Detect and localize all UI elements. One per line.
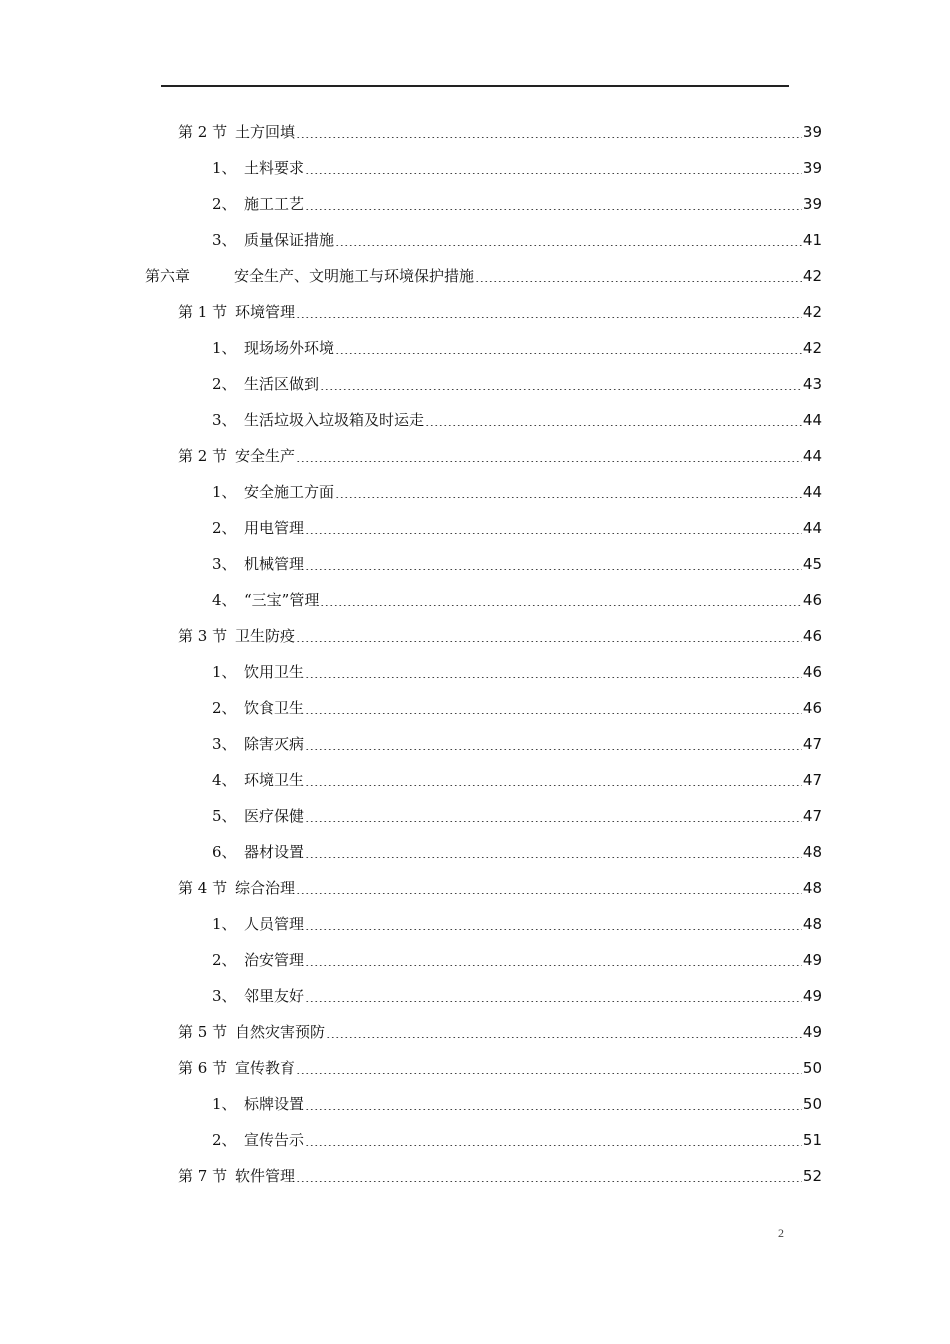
toc-entry-page: 42 xyxy=(802,303,822,321)
toc-entry-page: 46 xyxy=(802,663,822,681)
toc-entry[interactable] xyxy=(212,402,822,438)
toc-entry[interactable] xyxy=(212,654,822,690)
toc-entry[interactable] xyxy=(178,114,822,150)
toc-dot-leader xyxy=(475,270,802,282)
toc-entry-number: 3、 xyxy=(212,411,237,429)
toc-entry-title: 宣传告示 xyxy=(244,1131,305,1149)
toc-entry-page: 49 xyxy=(802,951,822,969)
toc-entry[interactable] xyxy=(212,150,822,186)
toc-entry[interactable] xyxy=(212,546,822,582)
toc-entry-number: 2、 xyxy=(212,519,237,537)
toc-entry[interactable] xyxy=(212,1122,822,1158)
toc-entry-page: 52 xyxy=(802,1167,822,1185)
toc-entry-page: 39 xyxy=(802,159,822,177)
toc-entry-title: 治安管理 xyxy=(244,951,305,969)
toc-dot-leader xyxy=(425,414,802,426)
toc-dot-leader xyxy=(305,810,802,822)
toc-entry-title: 安全生产 xyxy=(235,447,296,465)
toc-entry-page: 48 xyxy=(802,879,822,897)
toc-entry[interactable] xyxy=(212,834,822,870)
toc-dot-leader xyxy=(305,990,802,1002)
toc-entry[interactable] xyxy=(212,474,822,510)
toc-entry-number: 2、 xyxy=(212,699,237,717)
toc-dot-leader xyxy=(296,1170,802,1182)
toc-entry-number: 3、 xyxy=(212,735,237,753)
toc-entry[interactable] xyxy=(212,330,822,366)
toc-entry-page: 48 xyxy=(802,843,822,861)
toc-entry-page: 46 xyxy=(802,699,822,717)
toc-dot-leader xyxy=(335,234,802,246)
toc-entry[interactable] xyxy=(212,186,822,222)
toc-entry-title: 施工工艺 xyxy=(244,195,305,213)
toc-entry-title: 饮食卫生 xyxy=(244,699,305,717)
toc-entry-number: 第 4 节 xyxy=(178,879,228,897)
toc-dot-leader xyxy=(305,702,802,714)
toc-entry-title: 除害灭病 xyxy=(244,735,305,753)
toc-entry-page: 46 xyxy=(802,627,822,645)
toc-entry-number: 3、 xyxy=(212,987,237,1005)
toc-dot-leader xyxy=(335,342,802,354)
toc-entry-number: 4、 xyxy=(212,591,237,609)
toc-entry-page: 49 xyxy=(802,1023,822,1041)
toc-entry-number: 2、 xyxy=(212,375,237,393)
toc-entry-title: 生活垃圾入垃圾箱及时运走 xyxy=(244,411,425,429)
toc-entry-number: 第 1 节 xyxy=(178,303,228,321)
toc-entry-page: 50 xyxy=(802,1059,822,1077)
toc-dot-leader xyxy=(305,162,802,174)
toc-entry-title: 环境管理 xyxy=(235,303,296,321)
toc-entry-page: 44 xyxy=(802,483,822,501)
toc-dot-leader xyxy=(296,1062,802,1074)
toc-entry-number: 1、 xyxy=(212,663,237,681)
toc-entry[interactable] xyxy=(212,762,822,798)
toc-dot-leader xyxy=(296,882,802,894)
toc-entry-number: 3、 xyxy=(212,231,237,249)
toc-entry[interactable] xyxy=(178,618,822,654)
toc-entry-title: “三宝”管理 xyxy=(244,591,320,609)
toc-entry[interactable] xyxy=(212,726,822,762)
toc-entry-number: 1、 xyxy=(212,1095,237,1113)
toc-entry-title: 邻里友好 xyxy=(244,987,305,1005)
toc-dot-leader xyxy=(335,486,802,498)
toc-dot-leader xyxy=(305,1098,802,1110)
toc-dot-leader xyxy=(305,1134,802,1146)
toc-entry-title: 饮用卫生 xyxy=(244,663,305,681)
toc-entry-page: 47 xyxy=(802,771,822,789)
toc-entry-number: 1、 xyxy=(212,339,237,357)
toc-entry-page: 46 xyxy=(802,591,822,609)
toc-entry-title: 自然灾害预防 xyxy=(235,1023,326,1041)
toc-entry[interactable] xyxy=(178,1014,822,1050)
toc-entry-title: 现场场外环境 xyxy=(244,339,335,357)
toc-dot-leader xyxy=(296,306,802,318)
toc-entry-number: 4、 xyxy=(212,771,237,789)
toc-entry-title: 标牌设置 xyxy=(244,1095,305,1113)
toc-entry-title: 机械管理 xyxy=(244,555,305,573)
toc-dot-leader xyxy=(305,666,802,678)
toc-entry[interactable] xyxy=(212,690,822,726)
toc-entry-page: 47 xyxy=(802,735,822,753)
toc-entry[interactable] xyxy=(178,1158,822,1194)
toc-dot-leader xyxy=(305,522,802,534)
toc-entry-title: 卫生防疫 xyxy=(235,627,296,645)
toc-entry-title: 宣传教育 xyxy=(235,1059,296,1077)
toc-dot-leader xyxy=(305,198,802,210)
toc-entry[interactable] xyxy=(212,510,822,546)
toc-entry-page: 43 xyxy=(802,375,822,393)
toc-dot-leader xyxy=(296,450,802,462)
toc-entry-title: 器材设置 xyxy=(244,843,305,861)
toc-entry-page: 49 xyxy=(802,987,822,1005)
toc-entry-title: 质量保证措施 xyxy=(244,231,335,249)
toc-entry-title: 环境卫生 xyxy=(244,771,305,789)
toc-entry-number: 1、 xyxy=(212,159,237,177)
toc-entry-page: 48 xyxy=(802,915,822,933)
toc-entry-page: 41 xyxy=(802,231,822,249)
toc-entry-page: 42 xyxy=(802,267,822,285)
toc-entry-number: 6、 xyxy=(212,843,237,861)
toc-entry-number: 第 2 节 xyxy=(178,123,228,141)
toc-entry-number: 3、 xyxy=(212,555,237,573)
toc-entry-number: 2、 xyxy=(212,951,237,969)
toc-dot-leader xyxy=(305,846,802,858)
toc-entry[interactable] xyxy=(178,294,822,330)
toc-entry[interactable] xyxy=(212,942,822,978)
page-number: 2 xyxy=(778,1226,784,1240)
toc-entry-page: 47 xyxy=(802,807,822,825)
toc-entry-number: 1、 xyxy=(212,915,237,933)
toc-entry[interactable] xyxy=(178,1050,822,1086)
toc-entry-title: 软件管理 xyxy=(235,1167,296,1185)
toc-entry-title: 土料要求 xyxy=(244,159,305,177)
toc-entry-page: 42 xyxy=(802,339,822,357)
toc-entry-number: 第 5 节 xyxy=(178,1023,228,1041)
toc-entry-title: 土方回填 xyxy=(235,123,296,141)
toc-dot-leader xyxy=(320,594,802,606)
toc-entry-page: 39 xyxy=(802,123,822,141)
toc-entry-number: 第 3 节 xyxy=(178,627,228,645)
toc-entry-number: 第六章 xyxy=(145,267,191,285)
toc-entry-title: 人员管理 xyxy=(244,915,305,933)
toc-dot-leader xyxy=(296,126,802,138)
toc-dot-leader xyxy=(305,558,802,570)
toc-entry-number: 5、 xyxy=(212,807,237,825)
toc-entry-number: 第 7 节 xyxy=(178,1167,228,1185)
toc-entry[interactable] xyxy=(212,798,822,834)
toc-entry[interactable] xyxy=(212,582,822,618)
toc-entry-title: 用电管理 xyxy=(244,519,305,537)
toc-dot-leader xyxy=(305,918,802,930)
toc-dot-leader xyxy=(320,378,802,390)
toc-entry-page: 44 xyxy=(802,447,822,465)
toc-entry-title: 医疗保健 xyxy=(244,807,305,825)
toc-entry-number: 2、 xyxy=(212,1131,237,1149)
toc-entry[interactable] xyxy=(178,438,822,474)
toc-entry-title: 安全生产、文明施工与环境保护措施 xyxy=(234,267,475,285)
toc-entry-title: 安全施工方面 xyxy=(244,483,335,501)
header-rule xyxy=(161,85,789,87)
toc-entry[interactable] xyxy=(212,978,822,1014)
toc-dot-leader xyxy=(305,738,802,750)
toc-dot-leader xyxy=(296,630,802,642)
toc-entry[interactable] xyxy=(212,366,822,402)
toc-entry-title: 生活区做到 xyxy=(244,375,320,393)
toc-entry-number: 1、 xyxy=(212,483,237,501)
toc-entry[interactable] xyxy=(145,258,822,294)
toc-entry[interactable] xyxy=(212,1086,822,1122)
toc-dot-leader xyxy=(305,954,802,966)
toc-dot-leader xyxy=(326,1026,802,1038)
toc-entry-page: 51 xyxy=(802,1131,822,1149)
toc-entry-number: 第 2 节 xyxy=(178,447,228,465)
toc-entry-page: 44 xyxy=(802,519,822,537)
toc-entry[interactable] xyxy=(212,222,822,258)
toc-entry-number: 2、 xyxy=(212,195,237,213)
toc-entry-number: 第 6 节 xyxy=(178,1059,228,1077)
toc-entry-page: 44 xyxy=(802,411,822,429)
toc-entry[interactable] xyxy=(178,870,822,906)
toc-entry-title: 综合治理 xyxy=(235,879,296,897)
toc-entry[interactable] xyxy=(212,906,822,942)
toc-dot-leader xyxy=(305,774,802,786)
toc-entry-page: 39 xyxy=(802,195,822,213)
toc-entry-page: 45 xyxy=(802,555,822,573)
toc-entry-page: 50 xyxy=(802,1095,822,1113)
